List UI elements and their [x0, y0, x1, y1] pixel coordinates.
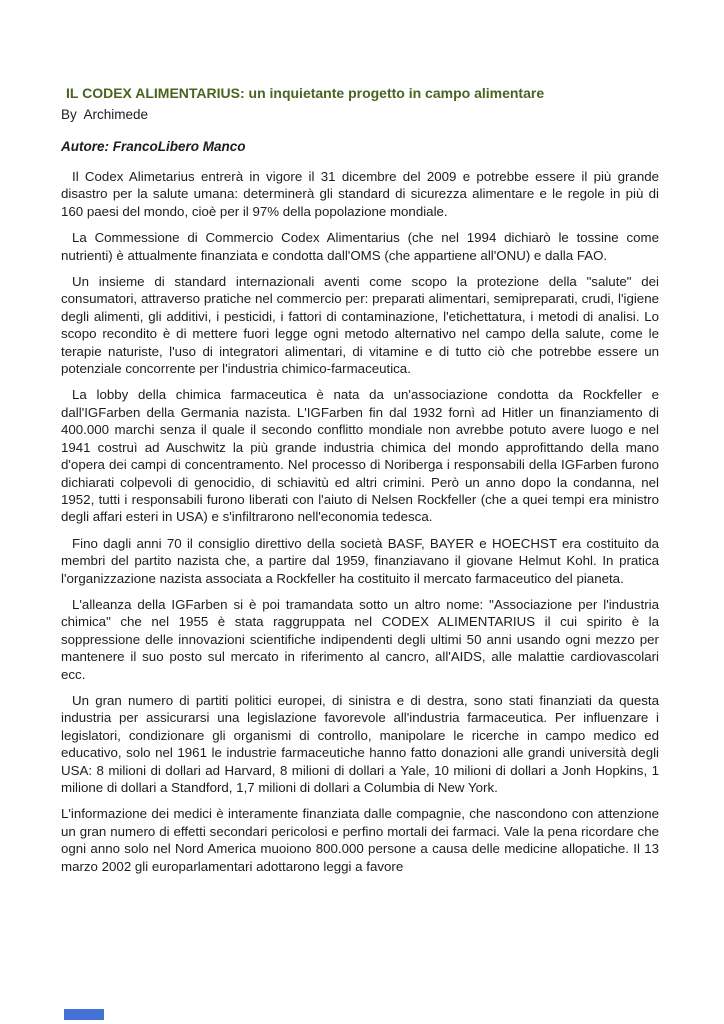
- page-title: IL CODEX ALIMENTARIUS: un inquietante progetto in campo alimentare: [66, 85, 545, 101]
- body-text: [61, 168, 659, 875]
- body-paragraph: Un insieme di standard internazionali aventi come scopo la protezione della "salute" dei consumatori, attraverso pratiche nel commercio per: preparati alimentari, semipreparati, crudi, l'igiene degli alimenti, gli additivi, i pesticidi, i fattori di contaminazione, l'etichettatura, i metodi di analisi. Lo scopo recondito è di mettere fuori legge ogni metodo alternativo nel campo della salute, come le terapie naturiste, l'uso di integratori alimentari, di vitamine e di tutto ciò che potrebbe essere un potenziale concorrente per l'industria chimico-farmaceutica.: [61, 274, 659, 377]
- body-paragraph: Un gran numero di partiti politici europei, di sinistra e di destra, sono stati finanziati da questa industria per assicurarsi una legislazione favorevole all'industria farmaceutica. Per influenzare i legislatori, condizionare gli organismi di controllo, manipolare le ricerche in campo medico ed educativo, solo nel 1961 le industrie farmaceutiche hanno fatto donazioni alle grandi università degli USA: 8 milioni di dollari ad Harvard, 8 milioni di dollari a Yale, 10 milioni di dollari a Jonh Hopkins, 1 milione di dollari a Standford, 1,7 milioni di dollari a Columbia di New York.: [61, 692, 659, 795]
- body-paragraph: L'informazione dei medici è interamente finanziata dalle compagnie, che nascondono con attenzione un gran numero di effetti secondari pericolosi e perfino mortali dei farmaci. Vale la pena ricordare che ogni anno solo nel Nord America muoiono 800.000 persone a causa delle medicine allopatiche. Il 13 marzo 2002 gli europarlamentari adottarono leggi a favore: [61, 806, 659, 874]
- author-line: Autore: FrancoLibero Manco: [61, 139, 246, 154]
- byline: By Archimede: [61, 107, 149, 122]
- body-paragraph: Fino dagli anni 70 il consiglio direttivo della società BASF, BAYER e HOECHST era costituito da membri del partito nazista che, a partire dal 1959, finanziavano il giovane Helmut Kohl. In pratica l'organizzazione nazista associata a Rockfeller ha costituito il mercato farmaceutico del pianeta.: [61, 535, 659, 586]
- bottom-blue-bar: [64, 1009, 104, 1020]
- body-paragraph: L'alleanza della IGFarben si è poi tramandata sotto un altro nome: "Associazione per l'industria chimica" che nel 1955 è stata raggruppata nel CODEX ALIMENTARIUS il cui spirito è la soppressione delle innovazioni scientifiche indipendenti degli ultimi 50 anni usando ogni mezzo per mantenere il suo posto sul mercato in riferimento al cancro, all'AIDS, alle malattie cardiovascolari ecc.: [61, 596, 659, 682]
- document-content: [61, 84, 659, 884]
- body-paragraph: La lobby della chimica farmaceutica è nata da un'associazione condotta da Rockfeller e dall'IGFarben della Germania nazista. L'IGFarben fin dal 1932 fornì ad Hitler un finanziamento di 400.000 marchi senza il quale il secondo conflitto mondiale non avrebbe potuto avere luogo e nel 1941 costruì ad Auschwitz la più grande industria chimica del mondo approfittando della mano d'opera dei campi di concentramento. Nel processo di Noriberga i responsabili della IGFarben furono dichiarati colpevoli di genocidio, di schiavitù ed altri crimini. Però un anno dopo la condanna, nel 1952, tutti i responsabili furono liberati con l'aiuto di Nelsen Rockfeller (che a quei tempi era ministro degli affari esteri in USA) e s'infiltrarono nell'economia tedesca.: [61, 387, 659, 525]
- body-paragraph: La Commessione di Commercio Codex Alimentarius (che nel 1994 dichiarò le tossine come nutrienti) è attualmente finanziata e condotta dall'OMS (che appartiene all'ONU) e dalla FAO.: [61, 230, 659, 263]
- body-paragraph: Il Codex Alimetarius entrerà in vigore il 31 dicembre del 2009 e potrebbe essere il più grande disastro per la salute umana: determinerà gli standard di sicurezza alimentare e le regole in più di 160 paesi del mondo, cioè per il 97% della popolazione mondiale.: [61, 169, 659, 219]
